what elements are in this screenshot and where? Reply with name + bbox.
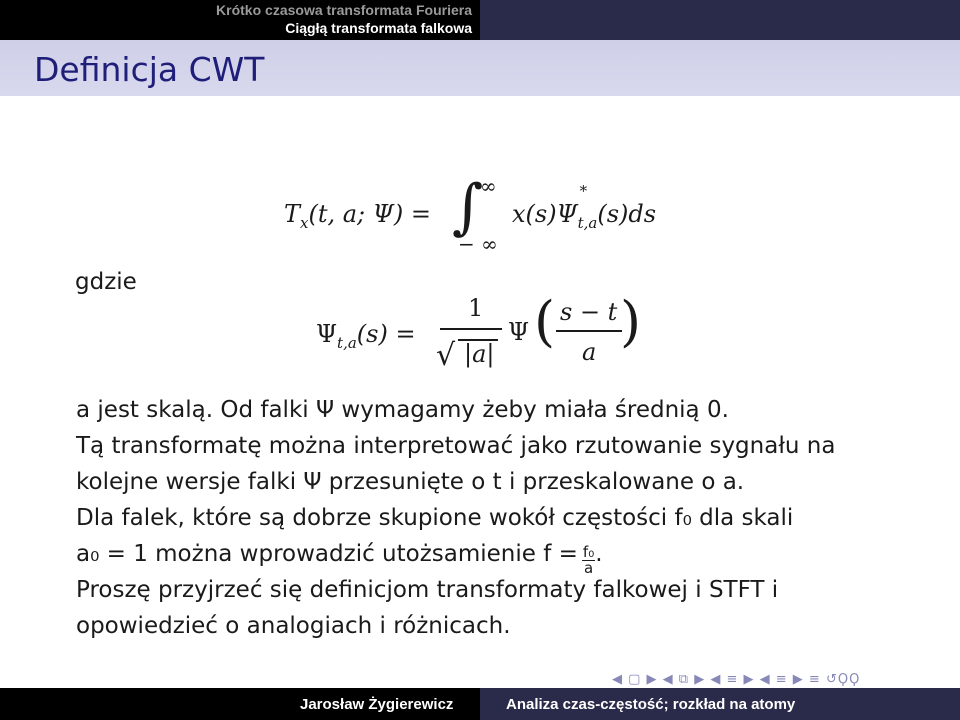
eq2-right-paren: ) xyxy=(620,290,642,353)
eq2-sqrt-arg: |a| xyxy=(464,340,495,368)
body-paragraph xyxy=(76,392,906,644)
body-line-6: Proszę przyjrzeć się definicjom transformaty falkowej i STFT i xyxy=(76,577,779,603)
eq2-left-paren: ( xyxy=(534,290,556,353)
body-line-5-end: . xyxy=(595,541,603,567)
footer-title: Analiza czas-częstość; rozkład na atomy xyxy=(506,696,796,713)
eq1-args: (t, a; Ψ) = xyxy=(308,200,431,228)
body-line-4: Dla falek, które są dobrze skupione wokół częstości f₀ dla skali xyxy=(76,505,794,531)
slide-title: Definicja CWT xyxy=(34,50,265,89)
where-label: gdzie xyxy=(75,269,137,295)
eq2-fraction-bar xyxy=(440,328,502,330)
eq1-sub-x: x xyxy=(300,214,309,232)
eq2-sqrt-sign: √ xyxy=(436,338,456,373)
eq1-sub: t,a xyxy=(577,214,598,232)
body-line-5-text: a₀ = 1 można wprowadzić utożsamienie f = xyxy=(76,541,578,567)
eq2-inner-denominator: a xyxy=(582,338,597,366)
eq2-numerator: 1 xyxy=(468,294,484,322)
eq1-integrand: x(s)Ψ xyxy=(512,200,578,228)
body-line-1: a jest skalą. Od falki Ψ wymagamy żeby miała średnią 0. xyxy=(76,397,729,423)
header-subsection[interactable]: Ciągłą transformata falkowa xyxy=(285,20,472,36)
eq2-psi: Ψ xyxy=(316,320,338,348)
fraction-denominator: a xyxy=(583,559,594,577)
beamer-navigation-icons[interactable]: ◀ ▢ ▶ ◀ ⧉ ▶ ◀ ≡ ▶ ◀ ≡ ▶ ≡ ↺ϘϘ xyxy=(612,672,861,687)
body-line-2: Tą transformatę można interpretować jako rzutowanie sygnału na xyxy=(76,433,836,459)
integral-upper-limit: ∞ xyxy=(480,174,497,198)
integral-lower-limit: − ∞ xyxy=(458,232,498,256)
header-right-bar xyxy=(480,0,960,40)
header-section[interactable]: Krótko czasowa transformata Fouriera xyxy=(216,2,472,18)
eq2-inner-numerator: s − t xyxy=(560,298,618,326)
equation-wavelet-lhs xyxy=(316,320,416,352)
eq2-sub: t,a xyxy=(337,334,357,352)
integral-sign: ∫ xyxy=(452,172,484,242)
eq2-inner-fraction-bar xyxy=(556,330,622,332)
fraction-numerator: f₀ xyxy=(582,543,595,561)
eq1-T: T xyxy=(284,200,301,228)
equation-cwt-integrand xyxy=(512,182,657,232)
body-line-7: opowiedzieć o analogiach i różnicach. xyxy=(76,613,511,639)
eq1-star: * xyxy=(579,182,588,200)
eq2-psi-fn: Ψ xyxy=(508,318,530,346)
body-line-5 xyxy=(76,536,906,577)
eq2-tail: (s) = xyxy=(356,320,416,348)
body-line-3: kolejne wersje falki Ψ przesunięte o t i przeskalowane o a. xyxy=(76,469,745,495)
eq1-tail: (s)ds xyxy=(597,200,657,228)
footer-author: Jarosław Żygierewicz xyxy=(300,696,454,713)
equation-cwt-lhs xyxy=(284,200,431,232)
